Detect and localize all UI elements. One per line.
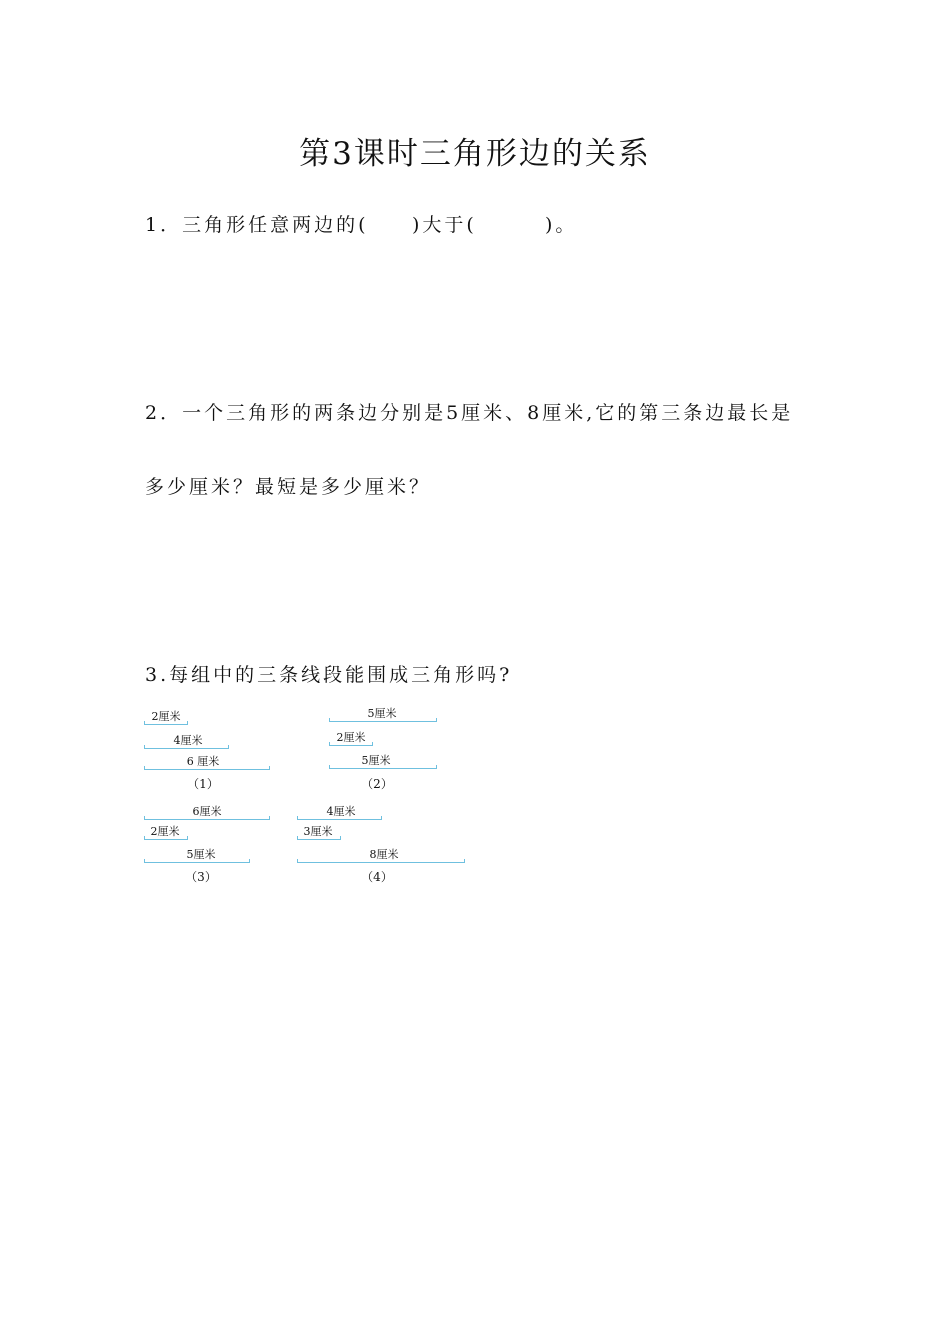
group-caption: （1） bbox=[187, 777, 219, 791]
segment-line bbox=[144, 859, 250, 863]
group-caption: （4） bbox=[361, 870, 393, 884]
segment-line bbox=[144, 766, 270, 770]
segment-line bbox=[329, 765, 437, 769]
segment-label: 2厘米 bbox=[151, 710, 181, 723]
segment-label: 2厘米 bbox=[336, 731, 366, 744]
segment-line bbox=[329, 742, 373, 746]
segment-label: 2厘米 bbox=[150, 825, 180, 838]
segment-label: 6 厘米 bbox=[186, 755, 220, 768]
question-3-text: 3.每组中的三条线段能围成三角形吗? bbox=[145, 664, 513, 686]
segment-label: 5厘米 bbox=[361, 754, 391, 767]
segment-label: 8厘米 bbox=[369, 848, 399, 861]
question-2-line-1: 2．一个三角形的两条边分别是5厘米、8厘米,它的第三条边最长是 bbox=[145, 402, 794, 424]
segment-line bbox=[144, 816, 270, 820]
segment-label: 6厘米 bbox=[192, 805, 222, 818]
question-1-text-b: )大于( bbox=[412, 214, 477, 236]
segment-label: 4厘米 bbox=[173, 734, 203, 747]
segment-line bbox=[297, 836, 341, 840]
group-caption: （2） bbox=[361, 777, 393, 791]
question-2-line-2: 多少厘米？最短是多少厘米？ bbox=[145, 476, 432, 498]
question-1-text-c: )。 bbox=[545, 214, 578, 236]
question-1-text-a: 1．三角形任意两边的( bbox=[145, 214, 369, 236]
segment-label: 5厘米 bbox=[186, 848, 216, 861]
group-caption: （3） bbox=[185, 870, 217, 884]
segment-line bbox=[297, 859, 465, 863]
segment-line bbox=[329, 718, 437, 722]
segment-line bbox=[144, 836, 188, 840]
segment-label: 4厘米 bbox=[326, 805, 356, 818]
segment-line bbox=[144, 721, 188, 725]
segment-label: 3厘米 bbox=[303, 825, 333, 838]
page-title: 第3课时三角形边的关系 bbox=[299, 136, 651, 172]
segment-line bbox=[144, 745, 229, 749]
segment-label: 5厘米 bbox=[367, 707, 397, 720]
segment-line bbox=[297, 816, 382, 820]
